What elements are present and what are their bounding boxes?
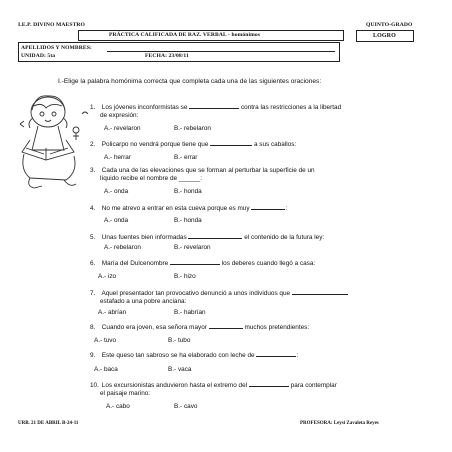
names-field[interactable]: [107, 51, 335, 52]
option-7b[interactable]: B.- habrían: [174, 309, 206, 316]
option-5a[interactable]: A.- rebelaron: [104, 244, 141, 251]
answer-blank-4[interactable]: [251, 203, 285, 210]
child-reading-illustration: [16, 90, 90, 194]
option-9b[interactable]: B.- vaca: [168, 366, 192, 373]
option-9a[interactable]: A.- baca: [94, 366, 118, 373]
option-4a[interactable]: A.- onda: [104, 217, 129, 224]
option-6b[interactable]: B.- hizo: [174, 273, 196, 280]
student-info-box: [18, 42, 340, 62]
unit-label: UNIDAD: 5ta: [21, 53, 56, 59]
question-5: 5. Unas fuentes bien informadas el contenido de la futura ley:: [90, 234, 325, 241]
answer-blank-2[interactable]: [210, 139, 252, 146]
footer-address: URB. 21 DE ABRIL B-24-11: [18, 421, 79, 426]
option-10a[interactable]: A.- cabo: [106, 403, 130, 410]
school-name: I.E.P. DIVINO MAESTRO: [18, 22, 86, 28]
names-label: APELLIDOS Y NOMBRES:: [21, 45, 92, 51]
option-8b[interactable]: B.- tubo: [168, 337, 191, 344]
question-1: 1. Los jóvenes inconformistas se contra las restricciones a la libertad de expresión:: [90, 104, 342, 120]
question-4: 4. No me atrevo a entrar en esta cueva porque es muy :: [90, 205, 288, 212]
grade-label: QUINTO-GRADO: [366, 22, 413, 28]
instructions: I.-Elige la palabra homónima correcta que completa cada una de las siguientes oraciones:: [58, 78, 322, 85]
option-7a[interactable]: A.- abrían: [98, 309, 127, 316]
option-8a[interactable]: A.- tuvo: [94, 337, 117, 344]
option-5b[interactable]: B.- revelaron: [174, 244, 211, 251]
option-3a[interactable]: A.- onda: [104, 188, 129, 195]
question-3: 3. Cada una de las elevaciones que se forman al perturbar la superficie de un líquido recibe el nombre de ______:: [90, 167, 315, 183]
option-4b[interactable]: B.- honda: [174, 217, 202, 224]
question-10: 10. Los excursionistas anduvieron hasta el extremo del para contemplar el paisaje marino:: [90, 382, 337, 398]
logro-label: LOGRO: [373, 32, 396, 39]
footer-teacher: PROFESORA: Leysi Zavaleta Reyes: [300, 421, 379, 426]
option-6a[interactable]: A.- izo: [98, 273, 117, 280]
answer-blank-1[interactable]: [189, 102, 239, 109]
option-10b[interactable]: B.- cavo: [174, 403, 198, 410]
option-3b[interactable]: B.- honda: [174, 188, 202, 195]
question-6: 6. María del Dulcenombre los deberes cuando llegó a casa:: [90, 260, 316, 267]
question-2: 2. Policarpo no vendrá porque tiene que a sus caballos:: [90, 141, 297, 148]
answer-blank-5[interactable]: [188, 232, 242, 239]
answer-blank-7[interactable]: [292, 288, 348, 295]
answer-blank-6[interactable]: [170, 258, 220, 265]
date-label: FECHA: 23/08/11: [145, 53, 189, 59]
answer-blank-10[interactable]: [249, 380, 289, 387]
page-title: PRÁCTICA CALIFICADA DE RAZ. VERBAL - homónimos: [109, 32, 261, 38]
answer-blank-9[interactable]: [256, 350, 296, 357]
question-7: 7. Aquel presentador tan provocativo denunció a unos individuos que estafado a una pobre anciana:: [90, 288, 410, 307]
logro-box[interactable]: [356, 30, 414, 42]
question-9: 9. Este queso tan sabroso se ha elaborado con leche de :: [90, 352, 299, 359]
option-1a[interactable]: A.- revelaron: [104, 125, 141, 132]
option-1b[interactable]: B.- rebelaron: [174, 125, 211, 132]
title-box: [78, 30, 344, 41]
question-8: 8. Cuando era joven, esa señora mayor muchos pretendientes:: [90, 324, 310, 331]
option-2a[interactable]: A.- herrar: [104, 154, 131, 161]
option-2b[interactable]: B.- errar: [174, 154, 198, 161]
answer-blank-8[interactable]: [209, 322, 243, 329]
